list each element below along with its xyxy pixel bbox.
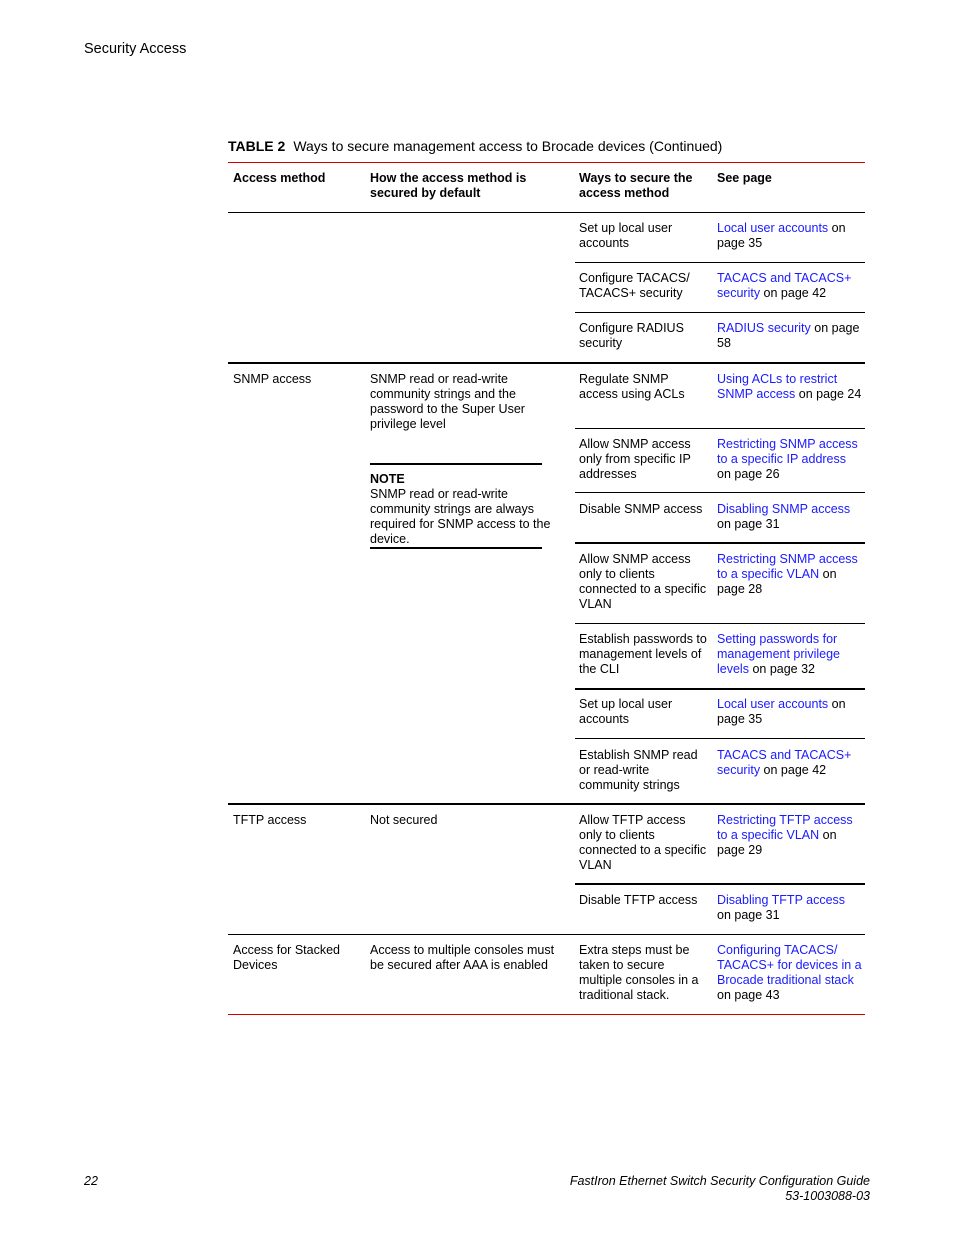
xref-link[interactable]: Setting passwords for management privilege levels — [717, 632, 840, 676]
way-cell: Extra steps must be taken to secure multiple consoles in a traditional stack. — [579, 943, 699, 1002]
note-box — [370, 472, 555, 547]
way-cell: Allow TFTP access only to clients connected to a specific VLAN — [579, 813, 707, 872]
way-cell: Configure TACACS/ TACACS+ security — [579, 271, 690, 300]
see-page-cell: Restricting SNMP access to a specific VLAN on page 28 — [717, 552, 858, 596]
xref-link[interactable]: Using ACLs to restrict SNMP access — [717, 372, 838, 401]
xref-link[interactable]: Restricting SNMP access to a specific VLAN — [717, 552, 858, 581]
see-page-cell: Restricting SNMP access to a specific IP address on page 26 — [717, 437, 858, 481]
table-top-rule — [228, 162, 865, 163]
way-cell: Disable TFTP access — [579, 893, 698, 907]
way-cell: Set up local user accounts — [579, 221, 673, 250]
note-bottom-rule — [370, 547, 542, 549]
default-security-cell: SNMP read or read-write community strings and the password to the Super User privilege level — [370, 372, 525, 431]
see-page-cell: TACACS and TACACS+ security on page 42 — [717, 271, 852, 300]
xref-link[interactable]: Restricting SNMP access to a specific IP address — [717, 437, 858, 466]
note-text: SNMP read or read-write community strings are always required for SNMP access to the device. — [370, 487, 551, 546]
see-page-cell: Restricting TFTP access to a specific VLAN on page 29 — [717, 813, 853, 857]
default-security-cell: Not secured — [370, 813, 438, 827]
row-rule — [575, 688, 865, 690]
table-bottom-rule — [228, 1014, 865, 1015]
see-page-cell: Setting passwords for management privilege levels on page 32 — [717, 632, 840, 676]
see-page-cell: Disabling SNMP access on page 31 — [717, 502, 851, 531]
row-rule — [575, 262, 865, 263]
see-page-cell: TACACS and TACACS+ security on page 42 — [717, 748, 852, 777]
footer-doc-number: 53-1003088-03 — [785, 1189, 870, 1203]
way-cell: Allow SNMP access only from specific IP addresses — [579, 437, 691, 481]
row-rule — [575, 623, 865, 624]
xref-link[interactable]: Local user accounts — [717, 697, 829, 711]
see-page-cell: Using ACLs to restrict SNMP access on page 24 — [717, 372, 862, 401]
footer-doc-title: FastIron Ethernet Switch Security Configuration Guide — [569, 1174, 870, 1188]
way-cell: Disable SNMP access — [579, 502, 703, 516]
access-method-cell: Access for Stacked Devices — [233, 943, 340, 972]
see-page-cell: RADIUS security on page 58 — [717, 321, 860, 350]
xref-link[interactable]: TACACS and TACACS+ security — [717, 748, 852, 777]
row-rule — [575, 492, 865, 493]
way-cell: Allow SNMP access only to clients connected to a specific VLAN — [579, 552, 707, 611]
col-header-default: How the access method is secured by default — [370, 171, 527, 200]
table-title: Ways to secure management access to Brocade devices (Continued) — [293, 138, 723, 154]
see-page-cell: Disabling TFTP access on page 31 — [717, 893, 846, 922]
row-rule — [575, 883, 865, 885]
xref-link[interactable]: RADIUS security — [717, 321, 811, 335]
xref-link[interactable]: Restricting TFTP access to a specific VLAN — [717, 813, 853, 842]
way-cell: Establish passwords to management levels of the CLI — [579, 632, 707, 676]
table-caption — [228, 138, 722, 154]
row-rule — [575, 738, 865, 739]
table-label: TABLE 2 — [228, 138, 286, 154]
row-rule — [575, 542, 865, 544]
xref-link[interactable]: Local user accounts — [717, 221, 829, 235]
row-rule — [575, 428, 865, 429]
access-method-cell: TFTP access — [233, 813, 307, 827]
xref-link[interactable]: Configuring TACACS/ TACACS+ for devices in a Brocade traditional stack — [717, 943, 862, 987]
note-title: NOTE — [370, 472, 405, 486]
running-header: Security Access — [84, 41, 187, 57]
default-security-cell: Access to multiple consoles must be secured after AAA is enabled — [370, 943, 555, 972]
see-page-cell: Configuring TACACS/ TACACS+ for devices in a Brocade traditional stack on page 43 — [717, 943, 862, 1002]
col-header-see-page: See page — [717, 171, 772, 185]
way-cell: Establish SNMP read or read-write community strings — [579, 748, 698, 792]
group-rule — [228, 362, 865, 364]
group-rule — [228, 934, 865, 935]
xref-link[interactable]: Disabling TFTP access — [717, 893, 846, 907]
header-rule — [228, 212, 865, 213]
way-cell: Set up local user accounts — [579, 697, 673, 726]
col-header-ways: Ways to secure the access method — [579, 171, 693, 200]
page-number: 22 — [84, 1174, 98, 1188]
access-method-cell: SNMP access — [233, 372, 312, 386]
note-top-rule — [370, 463, 542, 465]
see-page-cell: Local user accounts on page 35 — [717, 697, 846, 726]
footer-doc-info — [570, 1174, 870, 1204]
row-rule — [575, 312, 865, 313]
group-rule — [228, 803, 865, 805]
way-cell: Regulate SNMP access using ACLs — [579, 372, 685, 401]
col-header-access-method: Access method — [233, 171, 326, 185]
see-page-cell: Local user accounts on page 35 — [717, 221, 846, 250]
way-cell: Configure RADIUS security — [579, 321, 684, 350]
xref-link[interactable]: TACACS and TACACS+ security — [717, 271, 852, 300]
xref-link[interactable]: Disabling SNMP access — [717, 502, 851, 516]
